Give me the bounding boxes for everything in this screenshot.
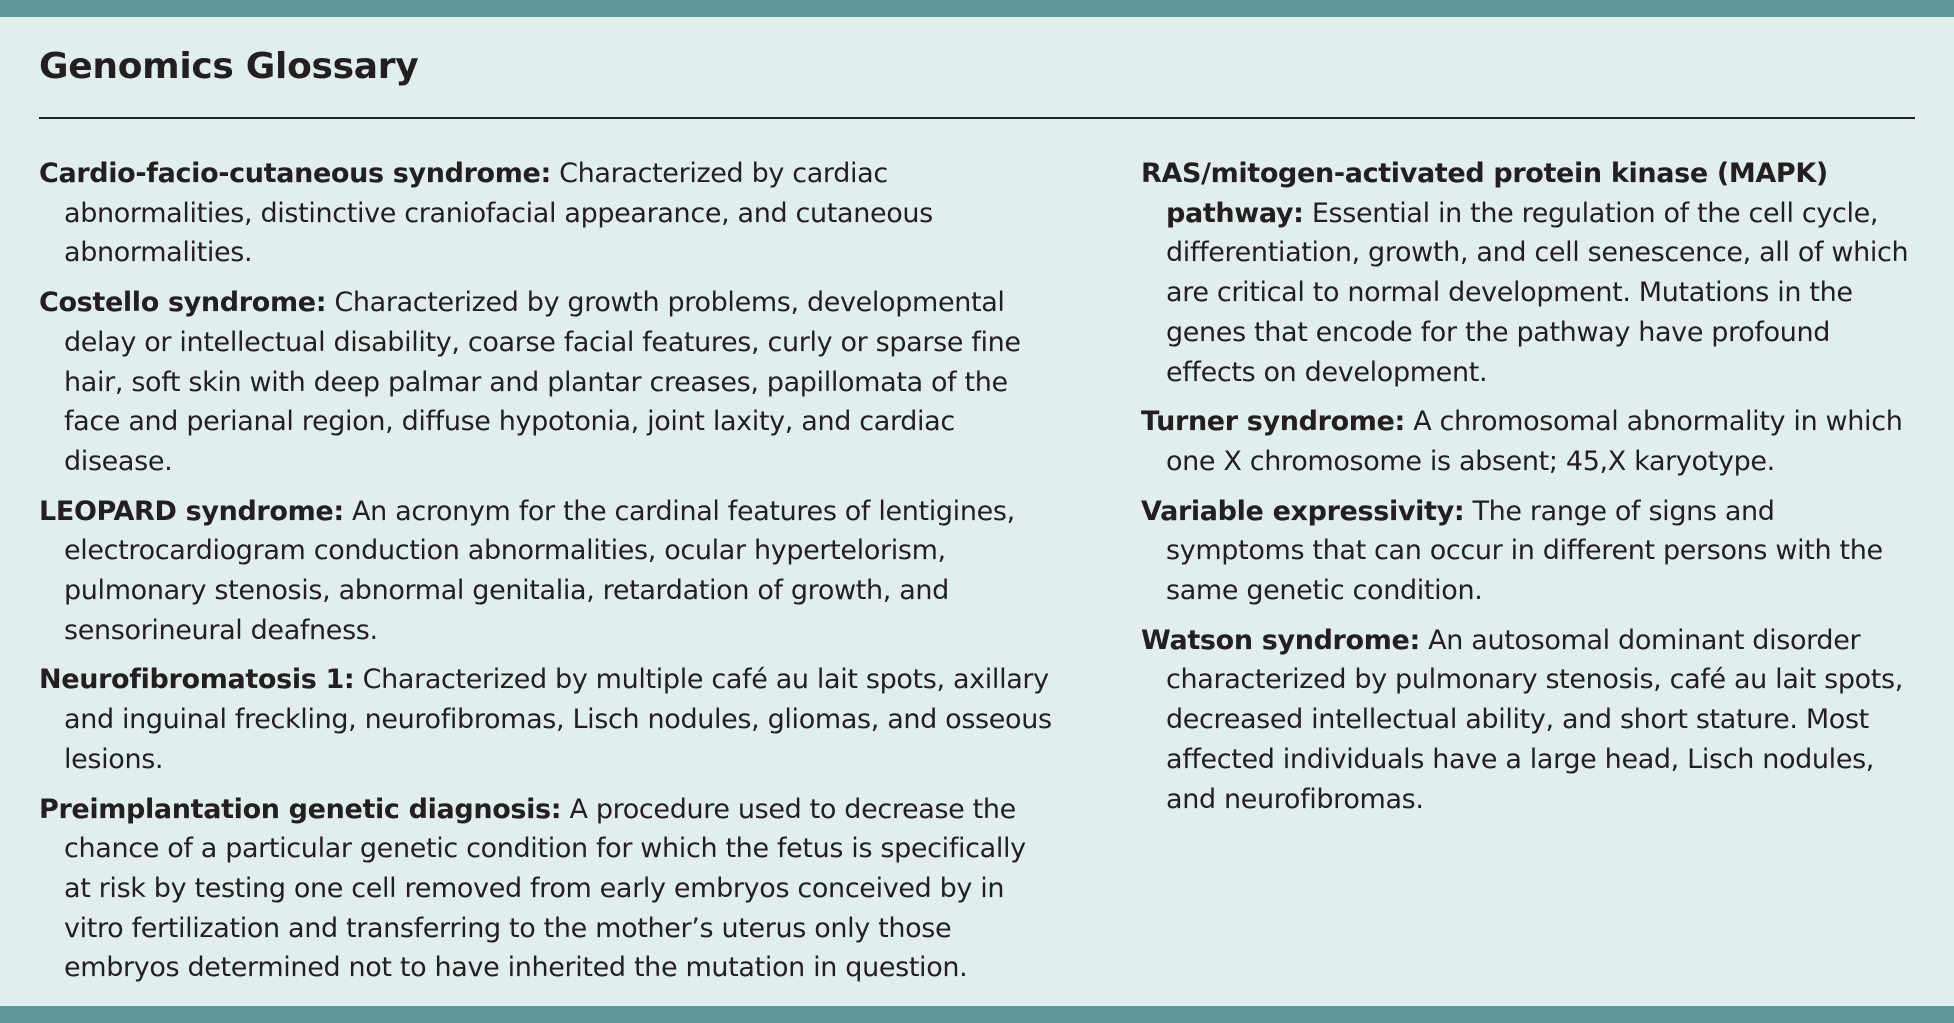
glossary-term: RAS/mitogen-activated protein kinase (MAPK) pathway: bbox=[1141, 158, 1828, 229]
glossary-entry bbox=[1141, 402, 1915, 481]
glossary-term: Preimplantation genetic diagnosis: bbox=[39, 793, 562, 825]
glossary-entry bbox=[39, 283, 1054, 482]
glossary-entry bbox=[1141, 154, 1915, 392]
glossary-definition: Characterized by growth problems, developmental delay or intellectual disability, coarse facial features, curly or sparse fine hair, soft skin with deep palmar and plantar creases, papillomata of the face and perianal region, diffuse hypotonia, joint laxity, and cardiac disease. bbox=[64, 287, 1021, 477]
glossary-definition: A procedure used to decrease the chance of a particular genetic condition for which the fetus is specifically at risk by testing one cell removed from early embryos conceived by in vitro fertilization and transferring to the mother’s uterus only those embryos determined not to have inherited the mutation in question. bbox=[64, 793, 1026, 984]
glossary-definition: An acronym for the cardinal features of lentigines, electrocardiogram conduction abnormalities, ocular hypertelorism, pulmonary stenosis, abnormal genitalia, retardation of growth, and sensorineural deafness. bbox=[64, 495, 1015, 646]
glossary-entry bbox=[1141, 492, 1915, 611]
glossary-definition: Essential in the regulation of the cell cycle, differentiation, growth, and cell senescence, all of which are critical to normal development. Mutations in the genes that encode for the pathway have profound effects on development. bbox=[1166, 197, 1909, 388]
glossary-term: Costello syndrome: bbox=[39, 287, 327, 319]
page-title: Genomics Glossary bbox=[39, 46, 419, 87]
glossary-entry bbox=[39, 492, 1054, 651]
glossary-definition: Characterized by cardiac abnormalities, distinctive craniofacial appearance, and cutaneous abnormalities. bbox=[64, 158, 933, 269]
glossary-definition: The range of signs and symptoms that can occur in different persons with the same genetic condition. bbox=[1166, 495, 1883, 607]
glossary-entry bbox=[39, 660, 1054, 779]
glossary-left-column bbox=[39, 154, 1054, 998]
glossary-term: Turner syndrome: bbox=[1141, 406, 1405, 438]
glossary-definition: A chromosomal abnormality in which one X chromosome is absent; 45,X karyotype. bbox=[1166, 406, 1903, 477]
glossary-entry bbox=[1141, 621, 1915, 820]
glossary-term: Variable expressivity: bbox=[1141, 495, 1465, 527]
title-divider bbox=[39, 117, 1915, 119]
glossary-definition: Characterized by multiple café au lait spots, axillary and inguinal freckling, neurofibromas, Lisch nodules, gliomas, and osseous lesions. bbox=[64, 664, 1052, 775]
bottom-accent-bar bbox=[0, 1006, 1954, 1023]
glossary-term: LEOPARD syndrome: bbox=[39, 495, 344, 527]
glossary-term: Neurofibromatosis 1: bbox=[39, 664, 355, 696]
glossary-term: Watson syndrome: bbox=[1141, 624, 1420, 656]
glossary-term: Cardio-facio-cutaneous syndrome: bbox=[39, 158, 551, 189]
glossary-entry bbox=[39, 790, 1054, 989]
glossary-definition: An autosomal dominant disorder characterized by pulmonary stenosis, café au lait spots, decreased intellectual ability, and short stature. Most affected individuals have a large head, Lisch nodules, and neurofibromas. bbox=[1166, 624, 1903, 815]
glossary-entry bbox=[39, 154, 1054, 273]
top-accent-bar bbox=[0, 0, 1954, 17]
glossary-right-column bbox=[1141, 154, 1915, 829]
